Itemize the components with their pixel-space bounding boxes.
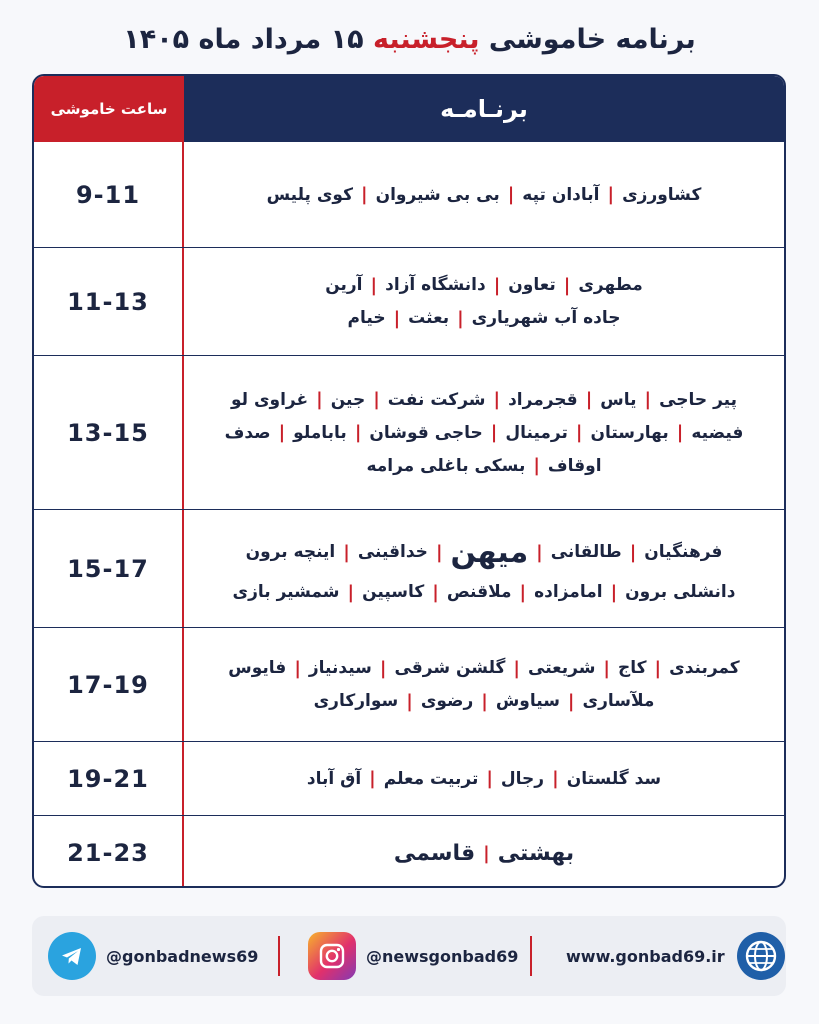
instagram-icon bbox=[308, 932, 356, 980]
website-text: www.gonbad69.ir bbox=[566, 946, 725, 966]
table-row bbox=[34, 628, 784, 742]
table-row bbox=[34, 742, 784, 816]
area-name: سوارکاری bbox=[313, 691, 399, 711]
table-row bbox=[34, 142, 784, 248]
area-name: بی بی شیروان bbox=[375, 184, 500, 205]
table-row bbox=[34, 356, 784, 510]
separator: | bbox=[432, 581, 439, 603]
area-list bbox=[184, 142, 784, 247]
outage-time: 17-19 bbox=[34, 628, 184, 741]
area-name: کوی پلیس bbox=[266, 184, 353, 205]
area-name: یاس bbox=[600, 389, 637, 410]
separator: | bbox=[536, 541, 543, 563]
separator: | bbox=[481, 690, 488, 712]
header-program: برنـامـه bbox=[184, 76, 784, 142]
area-list bbox=[184, 356, 784, 509]
separator: | bbox=[519, 581, 527, 603]
table-header bbox=[34, 76, 784, 142]
area-line bbox=[220, 658, 747, 679]
area-name: صدف bbox=[224, 422, 271, 443]
area-line bbox=[223, 389, 745, 410]
separator: | bbox=[603, 657, 610, 679]
separator: | bbox=[457, 307, 464, 329]
area-name: باباملو bbox=[293, 422, 347, 443]
separator: | bbox=[370, 274, 378, 296]
separator: | bbox=[552, 768, 559, 789]
area-name: کمربندی bbox=[669, 658, 740, 678]
area-name: کاسپین bbox=[362, 582, 425, 602]
area-name: ملاقنص bbox=[446, 582, 512, 602]
area-name: قجرمراد bbox=[508, 389, 578, 410]
separator: | bbox=[567, 690, 575, 712]
area-name: دانشگاه آزاد bbox=[385, 275, 486, 295]
area-name: آرین bbox=[325, 275, 363, 295]
area-name: بهارستان bbox=[590, 422, 669, 443]
separator: | bbox=[393, 307, 401, 329]
area-line bbox=[259, 184, 710, 205]
separator: | bbox=[676, 422, 684, 443]
area-name: جاده آب شهریاری bbox=[471, 308, 621, 328]
instagram-text: @newsgonbad69 bbox=[366, 946, 519, 966]
area-name: قاسمی bbox=[393, 840, 476, 866]
separator: | bbox=[373, 389, 380, 410]
footer-bar bbox=[32, 916, 786, 996]
table-row bbox=[34, 510, 784, 628]
area-name: فایوس bbox=[228, 658, 287, 678]
separator: | bbox=[483, 842, 490, 864]
area-name: امامزاده bbox=[534, 582, 603, 602]
area-name: مطهری bbox=[578, 275, 643, 295]
separator: | bbox=[354, 422, 362, 443]
separator: | bbox=[493, 389, 501, 410]
area-name: رضوی bbox=[420, 691, 474, 711]
area-name: بسکی باغلی مرامه bbox=[366, 455, 526, 476]
separator: | bbox=[507, 184, 515, 205]
area-list bbox=[184, 816, 784, 888]
area-name: پیر حاجی bbox=[659, 389, 737, 410]
area-name: بهشتی bbox=[497, 840, 575, 866]
area-name: بعثت bbox=[408, 308, 450, 328]
area-name: گلشن شرقی bbox=[394, 658, 506, 678]
separator: | bbox=[575, 422, 583, 443]
schedule-table bbox=[32, 74, 786, 888]
area-name: شرکت نفت bbox=[387, 389, 486, 410]
telegram-link[interactable] bbox=[48, 916, 258, 996]
outage-time: 11-13 bbox=[34, 248, 184, 355]
area-name: طالقانی bbox=[550, 542, 622, 562]
separator: | bbox=[278, 422, 286, 443]
area-name: جین bbox=[330, 389, 366, 410]
footer-divider bbox=[278, 936, 280, 976]
table-body bbox=[34, 142, 784, 888]
separator: | bbox=[607, 184, 615, 205]
area-name: سیاوش bbox=[495, 691, 560, 711]
separator: | bbox=[490, 422, 498, 443]
area-name: ترمینال bbox=[505, 422, 568, 443]
table-row bbox=[34, 816, 784, 888]
separator: | bbox=[654, 657, 662, 679]
area-name: تعاون bbox=[508, 275, 556, 295]
separator: | bbox=[294, 657, 301, 679]
area-name: سد گلستان bbox=[566, 768, 662, 789]
area-name: فیضیه bbox=[691, 422, 744, 443]
separator: | bbox=[486, 768, 493, 789]
area-name: آبادان تپه bbox=[522, 184, 600, 205]
separator: | bbox=[435, 541, 443, 563]
telegram-icon bbox=[48, 932, 96, 980]
header-time: ساعت خاموشی bbox=[34, 76, 184, 142]
area-list bbox=[184, 628, 784, 741]
footer-divider bbox=[530, 936, 532, 976]
area-name: فرهنگیان bbox=[644, 542, 723, 562]
area-name: رجال bbox=[500, 768, 545, 789]
separator: | bbox=[369, 768, 376, 789]
area-line bbox=[306, 691, 663, 712]
separator: | bbox=[629, 541, 637, 563]
area-line bbox=[340, 308, 629, 329]
separator: | bbox=[610, 581, 618, 603]
area-list bbox=[184, 510, 784, 627]
area-name: میهن bbox=[450, 534, 529, 570]
separator: | bbox=[379, 657, 387, 679]
area-name: خیام bbox=[347, 308, 386, 328]
area-name: شمشیر بازی bbox=[232, 582, 340, 602]
title-part1: برنامه خاموشی bbox=[479, 24, 696, 55]
globe-icon bbox=[737, 932, 785, 980]
separator: | bbox=[585, 389, 593, 410]
outage-time: 9-11 bbox=[34, 142, 184, 247]
separator: | bbox=[347, 581, 355, 603]
area-line bbox=[217, 422, 752, 443]
separator: | bbox=[406, 690, 413, 712]
outage-time: 13-15 bbox=[34, 356, 184, 509]
outage-time: 15-17 bbox=[34, 510, 184, 627]
area-line bbox=[225, 582, 744, 603]
area-name: حاجی قوشان bbox=[369, 422, 483, 443]
separator: | bbox=[493, 274, 501, 296]
area-line bbox=[299, 768, 669, 789]
area-name: غراوی لو bbox=[231, 389, 309, 410]
area-line bbox=[358, 455, 609, 476]
separator: | bbox=[316, 389, 323, 410]
area-name: سیدنیاز bbox=[308, 658, 372, 678]
area-name: خداقینی bbox=[357, 542, 428, 562]
area-name: شریعتی bbox=[528, 658, 596, 678]
area-name: تربیت معلم bbox=[383, 768, 479, 789]
table-row bbox=[34, 248, 784, 356]
area-name: کاج bbox=[618, 658, 647, 678]
area-line bbox=[238, 535, 731, 570]
page-title bbox=[0, 16, 819, 64]
separator: | bbox=[343, 541, 350, 563]
instagram-link[interactable] bbox=[308, 916, 518, 996]
title-date: ۱۵ مرداد ماه ۱۴۰۵ bbox=[123, 24, 374, 55]
area-list bbox=[184, 742, 784, 815]
outage-time: 21-23 bbox=[34, 816, 184, 888]
area-name: آق آباد bbox=[306, 768, 362, 789]
outage-time: 19-21 bbox=[34, 742, 184, 815]
area-name: اینچه برون bbox=[245, 542, 336, 562]
area-name: ملآساری bbox=[582, 691, 655, 711]
separator: | bbox=[360, 184, 368, 205]
area-name: دانشلی برون bbox=[625, 582, 736, 602]
telegram-text: @gonbadnews69 bbox=[106, 946, 259, 966]
website-link[interactable] bbox=[556, 916, 785, 996]
area-line bbox=[317, 275, 651, 296]
separator: | bbox=[513, 657, 520, 679]
area-name: اوقاف bbox=[547, 455, 602, 476]
area-name: کشاورزی bbox=[622, 184, 702, 205]
area-list bbox=[184, 248, 784, 355]
separator: | bbox=[533, 455, 540, 476]
separator: | bbox=[563, 274, 571, 296]
title-day: پنجشنبه bbox=[373, 24, 480, 55]
area-line bbox=[386, 841, 582, 866]
separator: | bbox=[644, 389, 652, 410]
